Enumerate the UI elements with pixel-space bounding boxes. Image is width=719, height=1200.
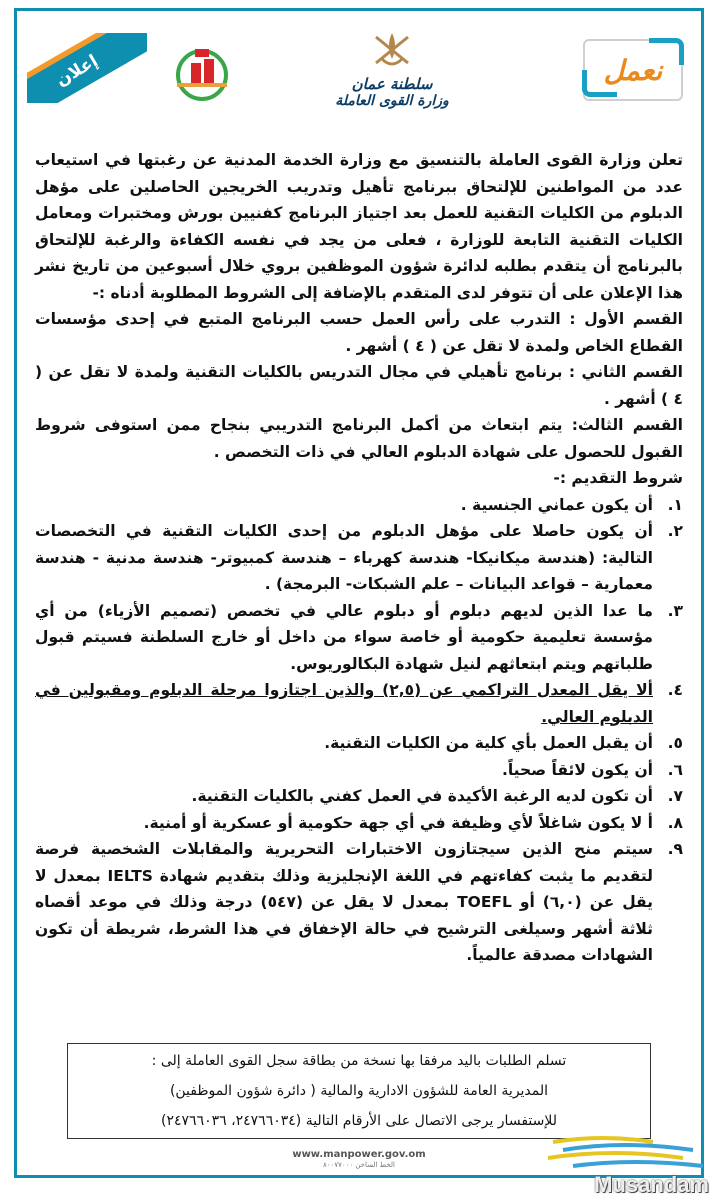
condition-item: ٦. أن يكون لائقاً صحياً. (501, 760, 683, 779)
section-3: القسم الثالث: يتم ابتعاث من أكمل البرنامج التدريبي بنجاح ممن استوفى شروط القبول للحصول على شهادة الدبلوم العالي في ذات التخصص . (35, 416, 683, 461)
section-1: القسم الأول : التدرب على رأس العمل حسب البرنامج المتبع في إحدى مؤسسات القطاع الخاص ولمدة لا تقل عن ( ٤ ) أشهر . (35, 310, 683, 355)
condition-item: ٥. أن يقبل العمل بأي كلية من الكليات التقنية. (324, 734, 683, 752)
condition-item: ٤. ألا يقل المعدل التراكمي عن (٢,٥) والذين اجتازوا مرحلة الدبلوم ومقبولين في الدبلوم العالي. (35, 681, 683, 726)
watermark-stripes-icon (543, 1134, 713, 1174)
condition-item: ٩. سيتم منح الذين سيجتازون الاختبارات التحريرية والمقابلات الشخصية فرصة لتقديم ما يثبت كفاءتهم في اللغة الإنجليزية وذلك بتقديم شهادة IELTS بمعدل لا يقل عن (٦,٠) أو TOEFL بمعدل لا يقل عن (٥٤٧) درجة وذلك في موعد أقصاه ثلاثة أشهر وسيلغى الترشيح في حالة الإخفاق في هذا الشرط، شريطة أن تكون الشهادات مصدقة عالمياً. (35, 840, 683, 964)
announcement-body (35, 147, 683, 969)
ministry-emblem (317, 29, 467, 121)
brand-text: نعمل (603, 53, 663, 87)
hotline-text: الخط الساخن ٨٠٠٧٧٠٠٠ (323, 1161, 395, 1169)
condition-item: ٢. أن يكون حاصلا على مؤهل الدبلوم من إحدى الكليات التقنية في التخصصات التالية: (هندسة ميكانيكا- هندسة كهرباء – هندسة كمبيوتر- هندسة مدنية - هندسة معمارية – قواعد البيانات – علم الشبكات- البرمجة) . (35, 522, 683, 593)
ministry-name: وزارة القوى العاملة (335, 93, 449, 109)
brand-logo (583, 39, 683, 103)
conditions-title: شروط التقديم :- (553, 469, 683, 487)
gov-name: سلطنة عمان (351, 75, 433, 93)
announcement-ribbon (27, 33, 147, 103)
section-2: القسم الثاني : برنامج تأهيلي في مجال التدريس بالكليات التقنية ولمدة لا تقل عن ( ٤ ) أشهر . (35, 363, 683, 408)
contact-line-submission: تسلم الطلبات باليد مرفقا بها نسخة من بطاقة سجل القوى العاملة إلى : (151, 1053, 567, 1069)
condition-item: ٧. أن تكون لديه الرغبة الأكيدة في العمل كفني بالكليات التقنية. (191, 787, 683, 805)
watermark-text: Musandam (594, 1172, 709, 1197)
header (17, 11, 701, 123)
contact-line-directorate: المديرية العامة للشؤون الادارية والمالية ( دائرة شؤون الموظفين) (169, 1083, 549, 1099)
intro-paragraph: تعلن وزارة القوى العاملة بالتنسيق مع وزارة الخدمة المدنية عن رغبتها في استيعاب عدد من المواطنين للإلتحاق ببرنامج تأهيل وتدريب الخريجين الحاصلين على مؤهل الدبلوم من الكليات التقنية للعمل بعد اجتياز البرنامج كفنيين بورش ومختبرات ومعامل الكليات التقنية التابعة للوزارة ، فعلى من يجد في نفسه الكفاءة والرغبة للإلتحاق بالبرنامج أن يتقدم بطلبه لدائرة شؤون الموظفين بروي خلال أسبوعين من تاريخ نشر هذا الإعلان على أن تتوفر لدى المتقدم بالإضافة إلى الشروط المطلوبة أدناه :- (35, 151, 683, 302)
ministry-health-logo-icon (167, 41, 237, 103)
contact-box (67, 1043, 651, 1139)
conditions-list (35, 492, 683, 969)
condition-item: ٣. ما عدا الذين لديهم دبلوم أو دبلوم عالي في تخصص (تصميم الأزياء) من أي مؤسسة تعليمية حكومية أو خاصة سواء من داخل أو خارج السلطنة فسيتم قبول طلباتهم ويتم ابتعاثهم لنيل شهادة البكالوريوس. (35, 601, 683, 673)
announcement-frame (14, 8, 704, 1178)
musandam-watermark (543, 1134, 713, 1200)
condition-item: ١. أن يكون عماني الجنسية . (460, 495, 683, 514)
website-link[interactable]: www.manpower.gov.om (292, 1149, 426, 1160)
condition-item: ٨. أ لا يكون شاغلاً لأي وظيفة في أي جهة حكومية أو عسكرية أو أمنية. (143, 813, 683, 832)
contact-line-phones: للإستفسار يرجى الاتصال على الأرقام التالية (٢٤٧٦٦٠٣٤، ٢٤٧٦٦٠٣٦) (161, 1113, 557, 1129)
oman-khanjar-emblem-icon (370, 29, 414, 71)
ribbon-label: إعلان (52, 51, 102, 91)
